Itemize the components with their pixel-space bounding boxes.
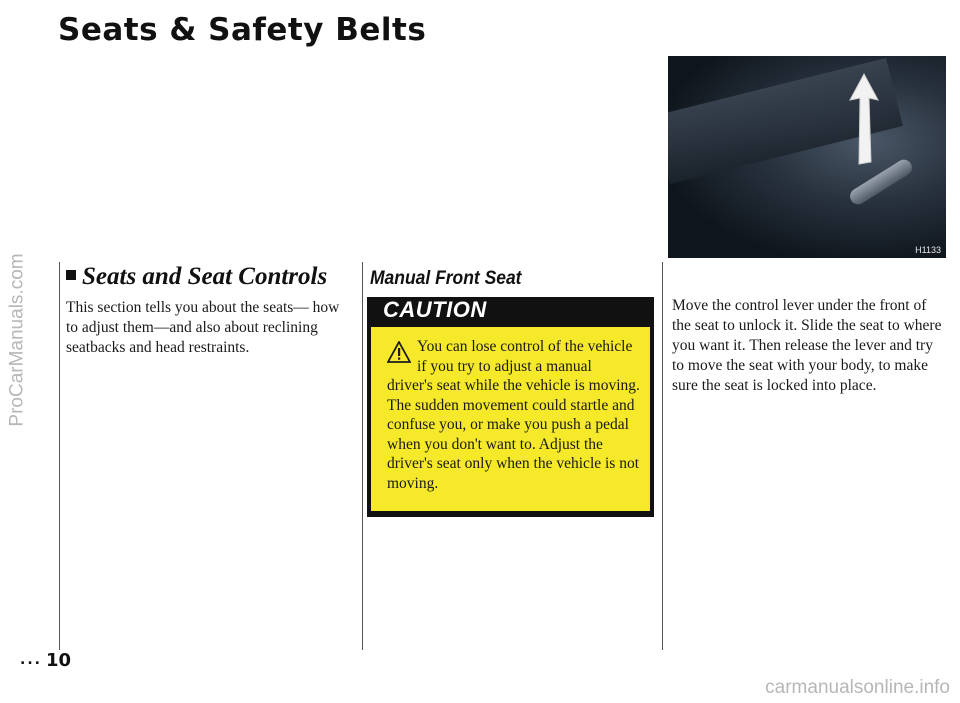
column-divider-left	[59, 262, 60, 650]
seat-lever-photo	[668, 56, 946, 258]
page-dots: ...	[20, 652, 42, 668]
bullet-square-icon	[66, 270, 76, 280]
caution-title: CAUTION	[383, 297, 487, 322]
manual-seat-heading: Manual Front Seat	[370, 268, 522, 289]
side-watermark	[4, 80, 32, 600]
watermark-text: ProCarManuals.com	[7, 253, 29, 427]
caution-inner	[371, 327, 650, 511]
column-divider-middle	[362, 262, 363, 650]
section-heading	[66, 263, 327, 291]
section-intro: This section tells you about the seats— how to adjust them—and also about reclining seatbacks and head restraints.	[66, 299, 340, 356]
page-number-value: 10	[45, 650, 72, 671]
footer-url: carmanualsonline.info	[765, 677, 950, 698]
arrow-up-icon	[844, 70, 884, 170]
column-divider-right	[662, 262, 663, 650]
caution-text: You can lose control of the vehicle if you try to adjust a manual driver's seat while the vehicle is moving. The sudden movement could startle and confuse you, or make you push a pedal when you don't want to. Adjust the driver's seat only when the vehicle is not moving.	[387, 338, 640, 492]
caution-box	[367, 297, 654, 517]
page-title: Seats & Safety Belts	[58, 12, 427, 48]
photo-code: H1133	[915, 245, 941, 255]
section-heading-text: Seats and Seat Controls	[82, 263, 328, 290]
page-number	[20, 650, 71, 671]
seat-adjust-instructions: Move the control lever under the front of the seat to unlock it. Slide the seat to where you want it. Then release the lever and try to move the seat with your body, to make sure the seat is locked into place.	[672, 297, 942, 394]
warning-triangle-icon	[387, 341, 411, 363]
